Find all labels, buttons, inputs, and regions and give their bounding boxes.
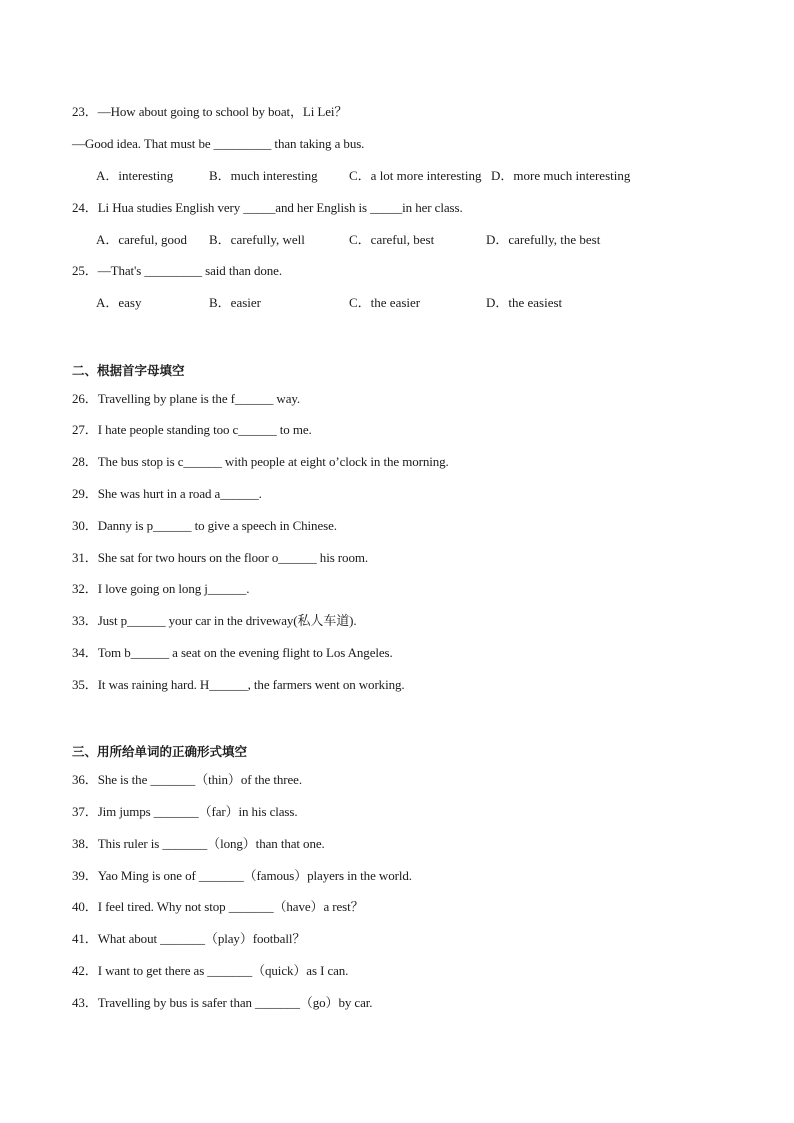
option-d: D．more much interesting (491, 168, 631, 183)
word-form-item-40: 40．I feel tired. Why not stop _______（have）a rest？ (72, 899, 364, 914)
fill-item-34: 34．Tom b______ a seat on the evening flight to Los Angeles. (72, 645, 393, 660)
word-form-item-37: 37．Jim jumps _______（far）in his class. (72, 804, 298, 819)
section-2-heading: 二、根据首字母填空 (72, 363, 185, 378)
fill-item-29: 29．She was hurt in a road a______. (72, 486, 262, 501)
word-form-item-42: 42．I want to get there as _______（quick）as I can. (72, 963, 349, 978)
question-25: 25．—That's _________ said than done. (72, 263, 282, 278)
option-d: D．carefully, the best (486, 232, 601, 247)
fill-item-27: 27．I hate people standing too c______ to me. (72, 422, 312, 437)
fill-item-28: 28．The bus stop is c______ with people at eight o’clock in the morning. (72, 454, 449, 469)
question-23-reply: —Good idea. That must be _________ than taking a bus. (72, 136, 365, 151)
option-c: C．the easier (349, 295, 421, 310)
word-form-item-36: 36．She is the _______（thin）of the three. (72, 772, 302, 787)
option-a: A．careful, good (96, 232, 187, 247)
option-a: A．easy (96, 295, 142, 310)
fill-item-33: 33．Just p______ your car in the driveway(私人车道). (72, 613, 357, 628)
option-d: D．the easiest (486, 295, 563, 310)
fill-item-26: 26．Travelling by plane is the f______ way. (72, 391, 301, 406)
word-form-item-43: 43．Travelling by bus is safer than _______（go）by car. (72, 995, 373, 1010)
option-b: B．carefully, well (209, 232, 305, 247)
option-a: A．interesting (96, 168, 174, 183)
option-c: C．careful, best (349, 232, 435, 247)
section-3-heading: 三、用所给单词的正确形式填空 (72, 744, 248, 759)
word-form-item-41: 41．What about _______（play）football？ (72, 931, 306, 946)
word-form-item-38: 38．This ruler is _______（long）than that one. (72, 836, 325, 851)
fill-item-30: 30．Danny is p______ to give a speech in Chinese. (72, 518, 337, 533)
fill-item-35: 35．It was raining hard. H______, the farmers went on working. (72, 677, 405, 692)
question-24: 24．Li Hua studies English very _____and her English is _____in her class. (72, 200, 463, 215)
option-c: C．a lot more interesting (349, 168, 482, 183)
option-b: B．easier (209, 295, 261, 310)
fill-item-32: 32．I love going on long j______. (72, 581, 250, 596)
word-form-item-39: 39．Yao Ming is one of _______（famous）players in the world. (72, 868, 412, 883)
question-23: 23．—How about going to school by boat，Li Lei？ (72, 104, 348, 119)
option-b: B．much interesting (209, 168, 318, 183)
fill-item-31: 31．She sat for two hours on the floor o______ his room. (72, 550, 369, 565)
